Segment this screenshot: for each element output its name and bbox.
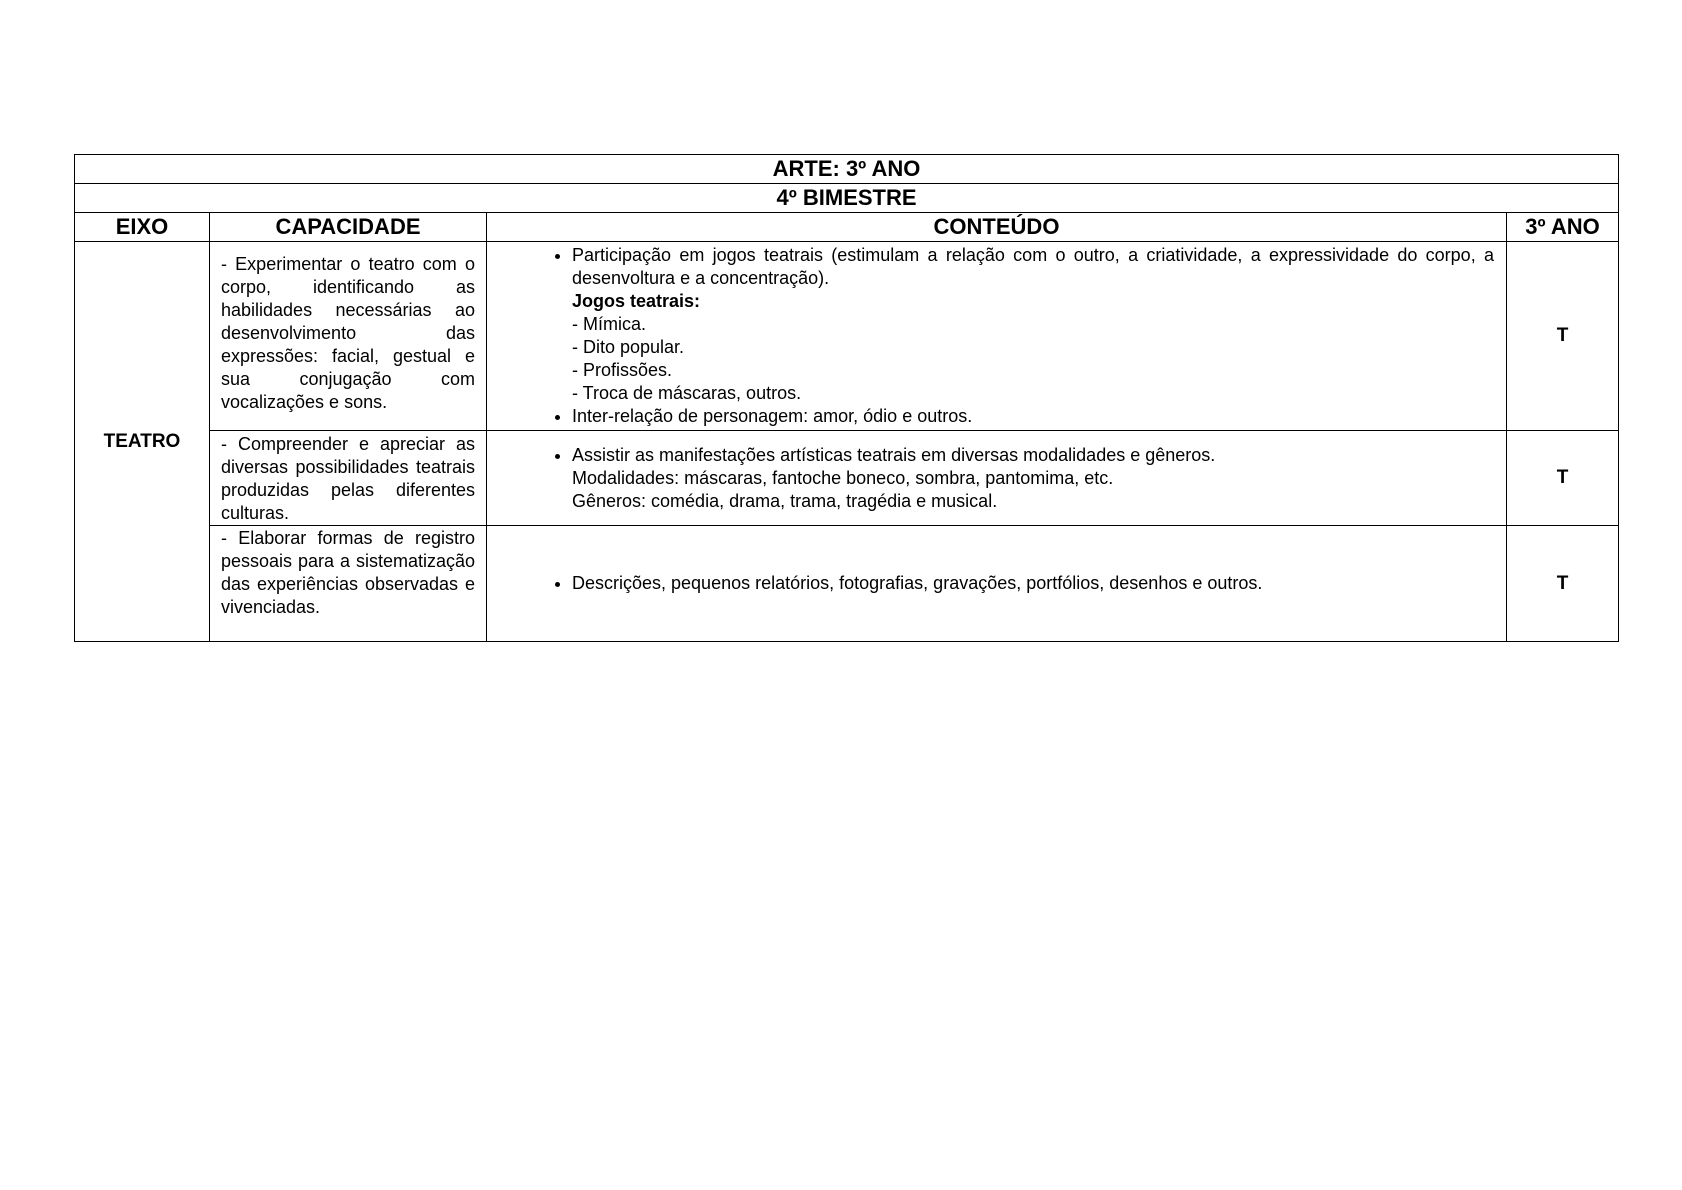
subtitle-row <box>75 184 1619 213</box>
sub-line: - Dito popular. <box>572 337 685 357</box>
table-row <box>75 431 1619 526</box>
sub-line: Gêneros: comédia, drama, trama, tragédia e musical. <box>572 490 998 511</box>
sub-line: - Profissões. <box>572 360 673 380</box>
list-item <box>572 244 1494 405</box>
sub-line: - Troca de máscaras, outros. <box>572 383 802 403</box>
table-row <box>75 242 1619 431</box>
conteudo-list <box>499 572 1494 595</box>
table-row <box>75 526 1619 642</box>
capacidade-cell: - Elaborar formas de registro pessoais para a sistematização das experiências observadas e vivenciadas. <box>210 526 487 642</box>
ano-mark: T <box>1507 431 1619 526</box>
capacidade-cell: - Experimentar o teatro com o corpo, identificando as habilidades necessárias ao desenvolvimento das expressões: facial, gestual e sua conjugação com vocalizações e sons. <box>210 242 487 431</box>
ano-mark: T <box>1507 526 1619 642</box>
list-item-text: Participação em jogos teatrais (estimulam a relação com o outro, a criatividade, a expressividade do corpo, a desenvoltura e a concentração). <box>572 245 1494 288</box>
conteudo-cell <box>487 242 1507 431</box>
eixo-cell: TEATRO <box>75 242 210 642</box>
header-eixo: EIXO <box>75 213 210 242</box>
header-capacidade: CAPACIDADE <box>210 213 487 242</box>
title-row <box>75 155 1619 184</box>
jogos-heading: Jogos teatrais: <box>572 291 701 311</box>
header-conteudo: CONTEÚDO <box>487 213 1507 242</box>
ano-mark: T <box>1507 242 1619 431</box>
curriculum-table <box>74 154 1619 642</box>
conteudo-cell <box>487 526 1507 642</box>
conteudo-cell <box>487 431 1507 526</box>
table-title: ARTE: 3º ANO <box>75 155 1619 184</box>
header-ano: 3º ANO <box>1507 213 1619 242</box>
sub-line: Modalidades: máscaras, fantoche boneco, sombra, pantomima, etc. <box>572 467 1114 488</box>
conteudo-list <box>499 444 1494 513</box>
list-item <box>572 444 1494 513</box>
conteudo-list <box>499 244 1494 428</box>
sub-line: - Mímica. <box>572 314 646 334</box>
header-row <box>75 213 1619 242</box>
list-item: • Descrições, pequenos relatórios, fotografias, gravações, portfólios, desenhos e outros. <box>572 572 1494 595</box>
list-item-text: Assistir as manifestações artísticas teatrais em diversas modalidades e gêneros. <box>572 444 1216 465</box>
list-item: • Inter-relação de personagem: amor, ódio e outros. <box>572 405 1494 428</box>
capacidade-cell: - Compreender e apreciar as diversas possibilidades teatrais produzidas pelas diferentes culturas. <box>210 431 487 526</box>
table-subtitle: 4º BIMESTRE <box>75 184 1619 213</box>
